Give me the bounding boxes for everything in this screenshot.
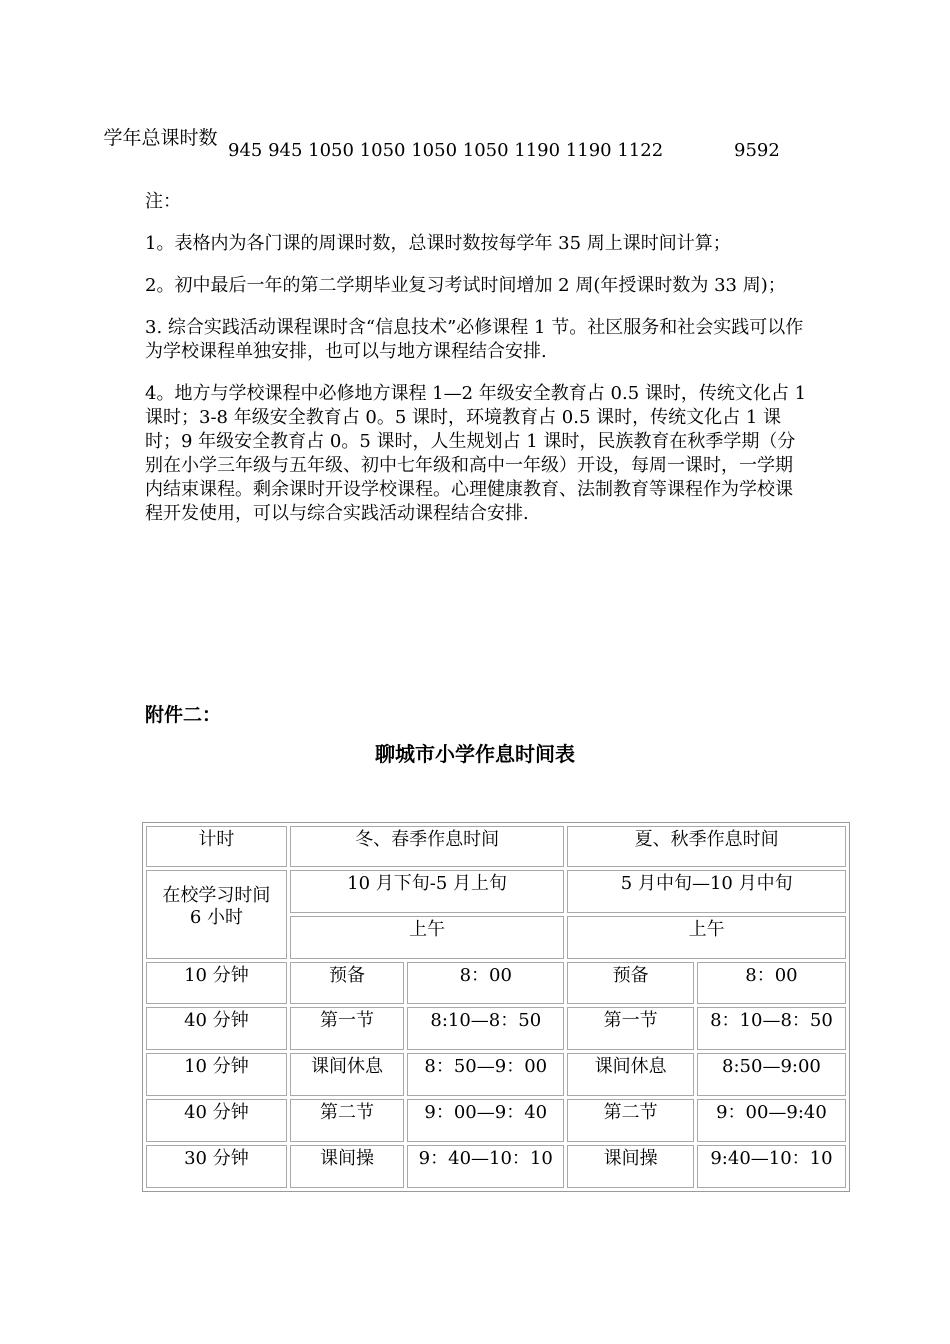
notes-title: 注： [145,191,181,212]
summer-time-cell: 8：00 [697,962,846,1005]
notes-section [145,190,810,544]
duration-cell: 30 分钟 [146,1145,287,1188]
table-row [146,962,846,1005]
winter-item-cell: 预备 [290,962,404,1005]
schedule-table [142,822,850,1192]
header-winter-spring: 冬、春季作息时间 [290,826,565,867]
schedule-table-wrapper [142,822,850,1192]
duration-cell: 10 分钟 [146,962,287,1005]
period-row [146,870,846,913]
study-time-cell [146,870,287,959]
summer-period: 5 月中旬—10 月中旬 [567,870,846,913]
summer-morning: 上午 [567,916,846,959]
duration-cell: 10 分钟 [146,1053,287,1096]
study-time-label: 在校学习时间 [162,884,271,906]
winter-time-cell: 8：00 [407,962,564,1005]
note-item-4: 4。地方与学校课程中必修地方课程 1—2 年级安全教育占 0.5 课时，传统文化占 1 课时；3-8 年级安全教育占 0。5 课时，环境教育占 0.5 课时，传统文化占 1 课时；9 年级安全教育占 0。5 课时，人生规划占 1 课时，民族教育在秋季学期（分别在小学三年级与五年级、初中七年级和高中一年级）开设，每周一课时，一学期内结束课程。剩余课时开设学校课程。心理健康教育、法制教育等课程作为学校课程开发使用，可以与综合实践活动课程结合安排. [145,383,807,524]
summer-item-cell: 第一节 [567,1007,694,1050]
summary-row-total: 9592 [734,140,780,161]
summer-item-cell: 预备 [567,962,694,1005]
winter-item-cell: 第一节 [290,1007,404,1050]
winter-item-cell: 第二节 [290,1099,404,1142]
summary-row-values: 945 945 1050 1050 1050 1050 1190 1190 1122 [228,140,664,161]
winter-period: 10 月下旬-5 月上旬 [290,870,565,913]
winter-morning: 上午 [290,916,565,959]
winter-time-cell: 9：00—9：40 [407,1099,564,1142]
summary-row-label: 学年总课时数 [103,127,218,149]
winter-time-cell: 9：40—10：10 [407,1145,564,1188]
table-title: 聊城市小学作息时间表 [375,742,575,766]
table-row [146,1099,846,1142]
annex-label: 附件二： [145,704,222,726]
table-row [146,1145,846,1188]
summer-time-cell: 9：00—9:40 [697,1099,846,1142]
table-row [146,1053,846,1096]
summer-item-cell: 课间休息 [567,1053,694,1096]
summer-time-cell: 9:40—10：10 [697,1145,846,1188]
winter-item-cell: 课间操 [290,1145,404,1188]
note-item-1: 1。表格内为各门课的周课时数，总课时数按每学年 35 周上课时间计算； [145,233,731,254]
study-time-hours: 6 小时 [189,906,244,928]
summer-item-cell: 课间操 [567,1145,694,1188]
summer-item-cell: 第二节 [567,1099,694,1142]
winter-time-cell: 8:10—8：50 [407,1007,564,1050]
table-row [146,1007,846,1050]
duration-cell: 40 分钟 [146,1099,287,1142]
winter-time-cell: 8：50—9：00 [407,1053,564,1096]
note-item-3: 3. 综合实践活动课程课时含“信息技术”必修课程 1 节。社区服务和社会实践可以作为学校课程单独安排，也可以与地方课程结合安排. [145,317,804,362]
note-item-2: 2。初中最后一年的第二学期毕业复习考试时间增加 2 周(年授课时数为 33 周)； [145,275,786,296]
summer-time-cell: 8：10—8：50 [697,1007,846,1050]
header-timing: 计时 [146,826,287,867]
table-header-row [146,826,846,867]
summer-time-cell: 8:50—9:00 [697,1053,846,1096]
winter-item-cell: 课间休息 [290,1053,404,1096]
header-summer-autumn: 夏、秋季作息时间 [567,826,846,867]
duration-cell: 40 分钟 [146,1007,287,1050]
